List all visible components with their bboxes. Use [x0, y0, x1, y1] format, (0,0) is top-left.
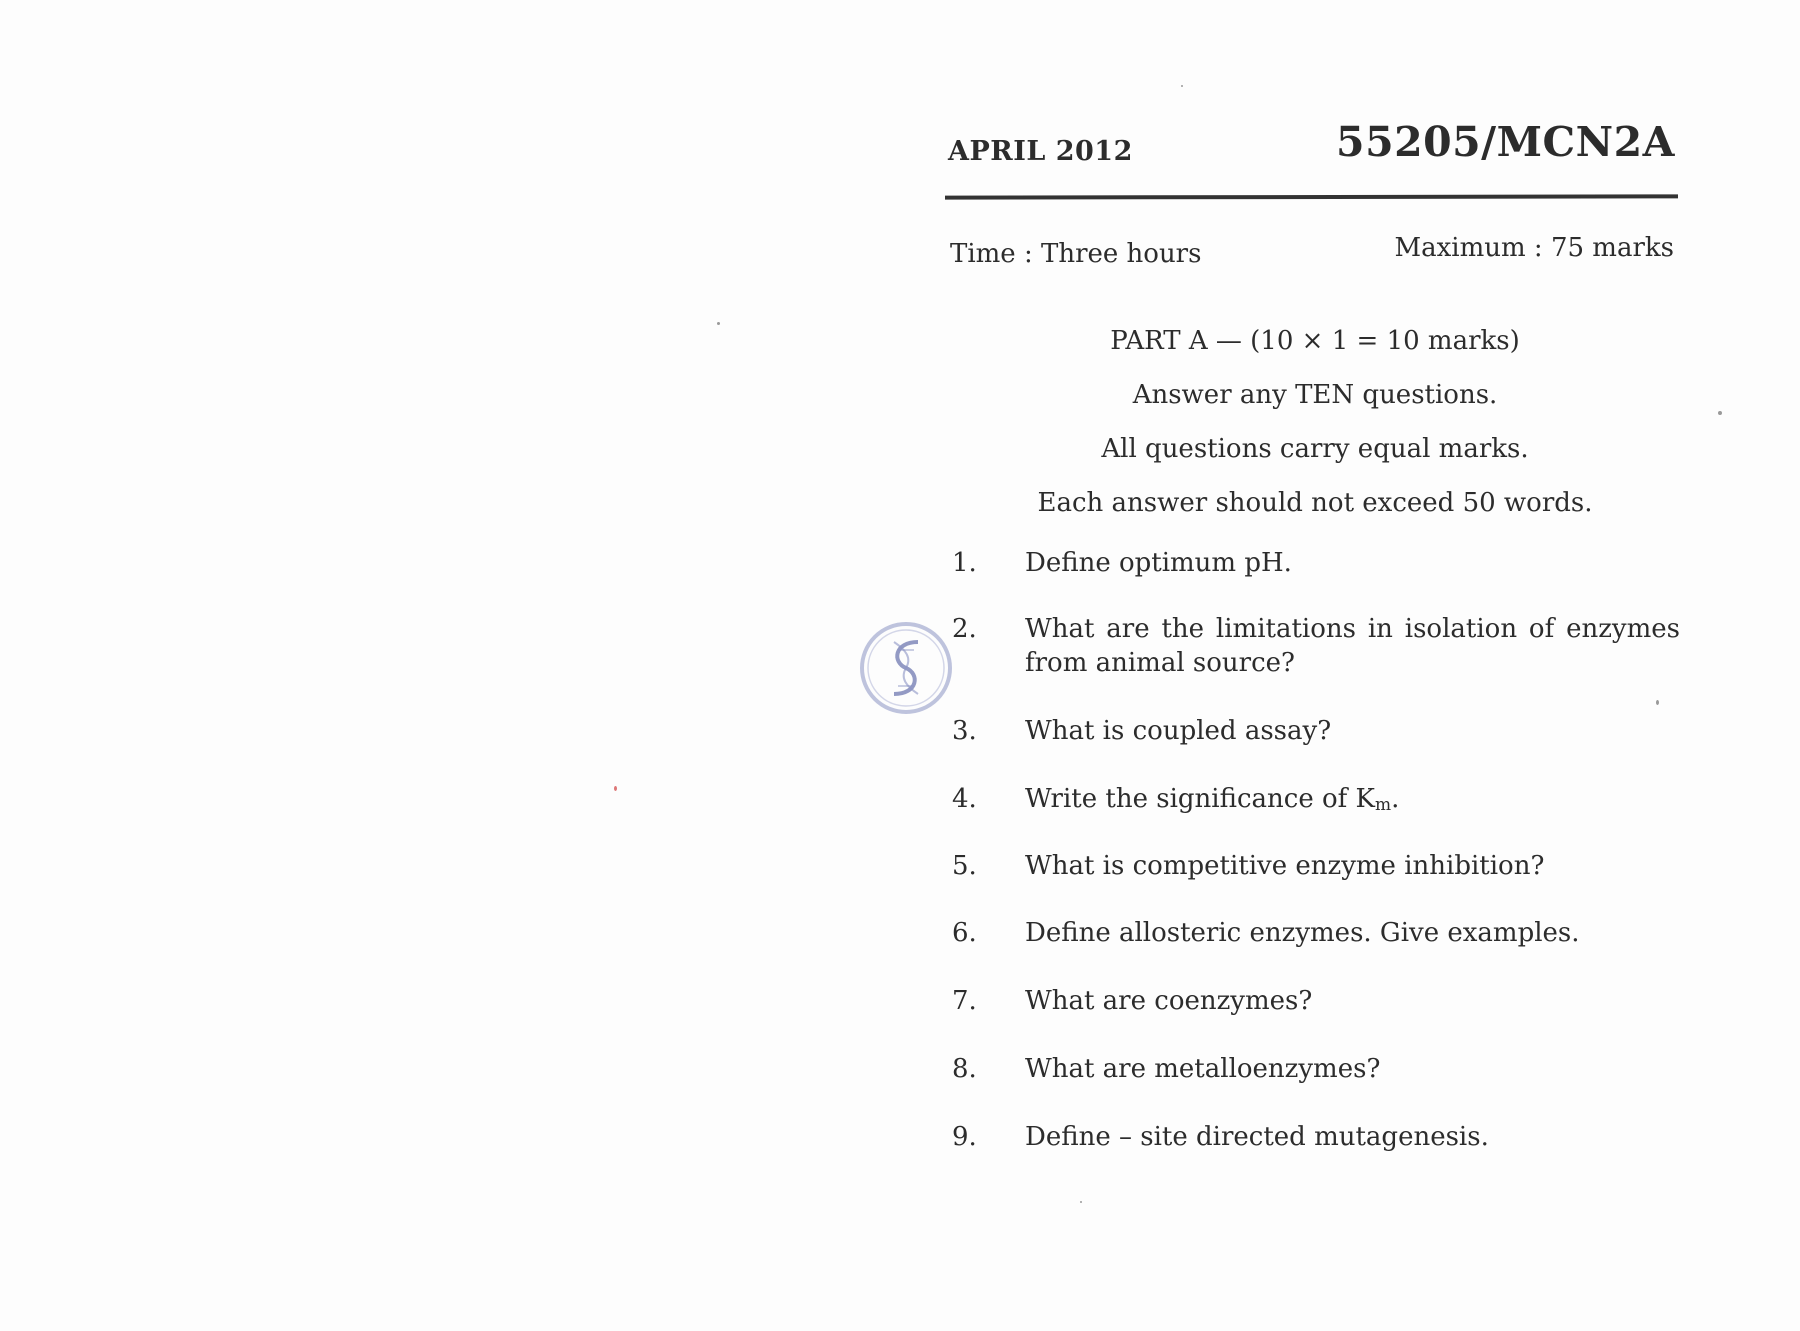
instruction-answer-any: Answer any TEN questions. [1132, 380, 1498, 410]
question-number: 2. [952, 614, 977, 644]
exam-date: APRIL 2012 [948, 136, 1133, 167]
question-number: 7. [952, 986, 977, 1016]
part-a-instructions [948, 314, 1682, 530]
scan-speck [1080, 1201, 1082, 1203]
km-subscript: m [1374, 795, 1392, 815]
question-item [952, 1052, 1680, 1086]
instruction-word-limit: Each answer should not exceed 50 words. [1037, 488, 1593, 518]
question-text: What is competitive enzyme inhibition? [1025, 851, 1545, 881]
question-number: 4. [952, 784, 977, 814]
dna-logo-stamp-icon [858, 620, 954, 716]
question-text-km [1025, 782, 1680, 822]
question-text-suffix: . [1391, 784, 1400, 814]
question-item [952, 546, 1680, 580]
question-item [952, 714, 1680, 748]
question-text: Define allosteric enzymes. Give examples. [1025, 918, 1580, 948]
question-item [952, 612, 1680, 680]
scan-speck [614, 786, 617, 791]
question-text: What is coupled assay? [1025, 716, 1332, 746]
maximum-marks: Maximum : 75 marks [1394, 233, 1674, 263]
question-text: What are the limitations in isolation of enzymes from animal source? [1025, 614, 1680, 678]
question-text: Define optimum pH. [1025, 548, 1292, 578]
question-number: 1. [952, 548, 977, 578]
question-text: Write the significance of K [1025, 784, 1375, 814]
question-number: 8. [952, 1054, 977, 1084]
question-number: 5. [952, 851, 977, 881]
question-item [952, 984, 1680, 1018]
question-item [952, 849, 1680, 883]
question-number: 6. [952, 918, 977, 948]
scan-speck [1718, 411, 1722, 415]
question-item [952, 1120, 1680, 1154]
question-item [952, 916, 1680, 950]
question-number: 9. [952, 1122, 977, 1152]
scan-speck [717, 322, 720, 325]
scan-speck [1656, 700, 1659, 705]
question-text: What are coenzymes? [1025, 986, 1313, 1016]
paper-code: 55205/MCN2A [1336, 118, 1675, 166]
instruction-equal-marks: All questions carry equal marks. [1101, 434, 1529, 464]
question-number: 3. [952, 716, 977, 746]
question-text: What are metalloenzymes? [1025, 1054, 1381, 1084]
header-rule [945, 194, 1678, 199]
part-a-title: PART A — (10 × 1 = 10 marks) [1110, 326, 1520, 356]
question-item [952, 782, 1680, 822]
question-text: Define – site directed mutagenesis. [1025, 1122, 1489, 1152]
scan-speck [1181, 85, 1183, 87]
time-duration: Time : Three hours [950, 239, 1202, 269]
